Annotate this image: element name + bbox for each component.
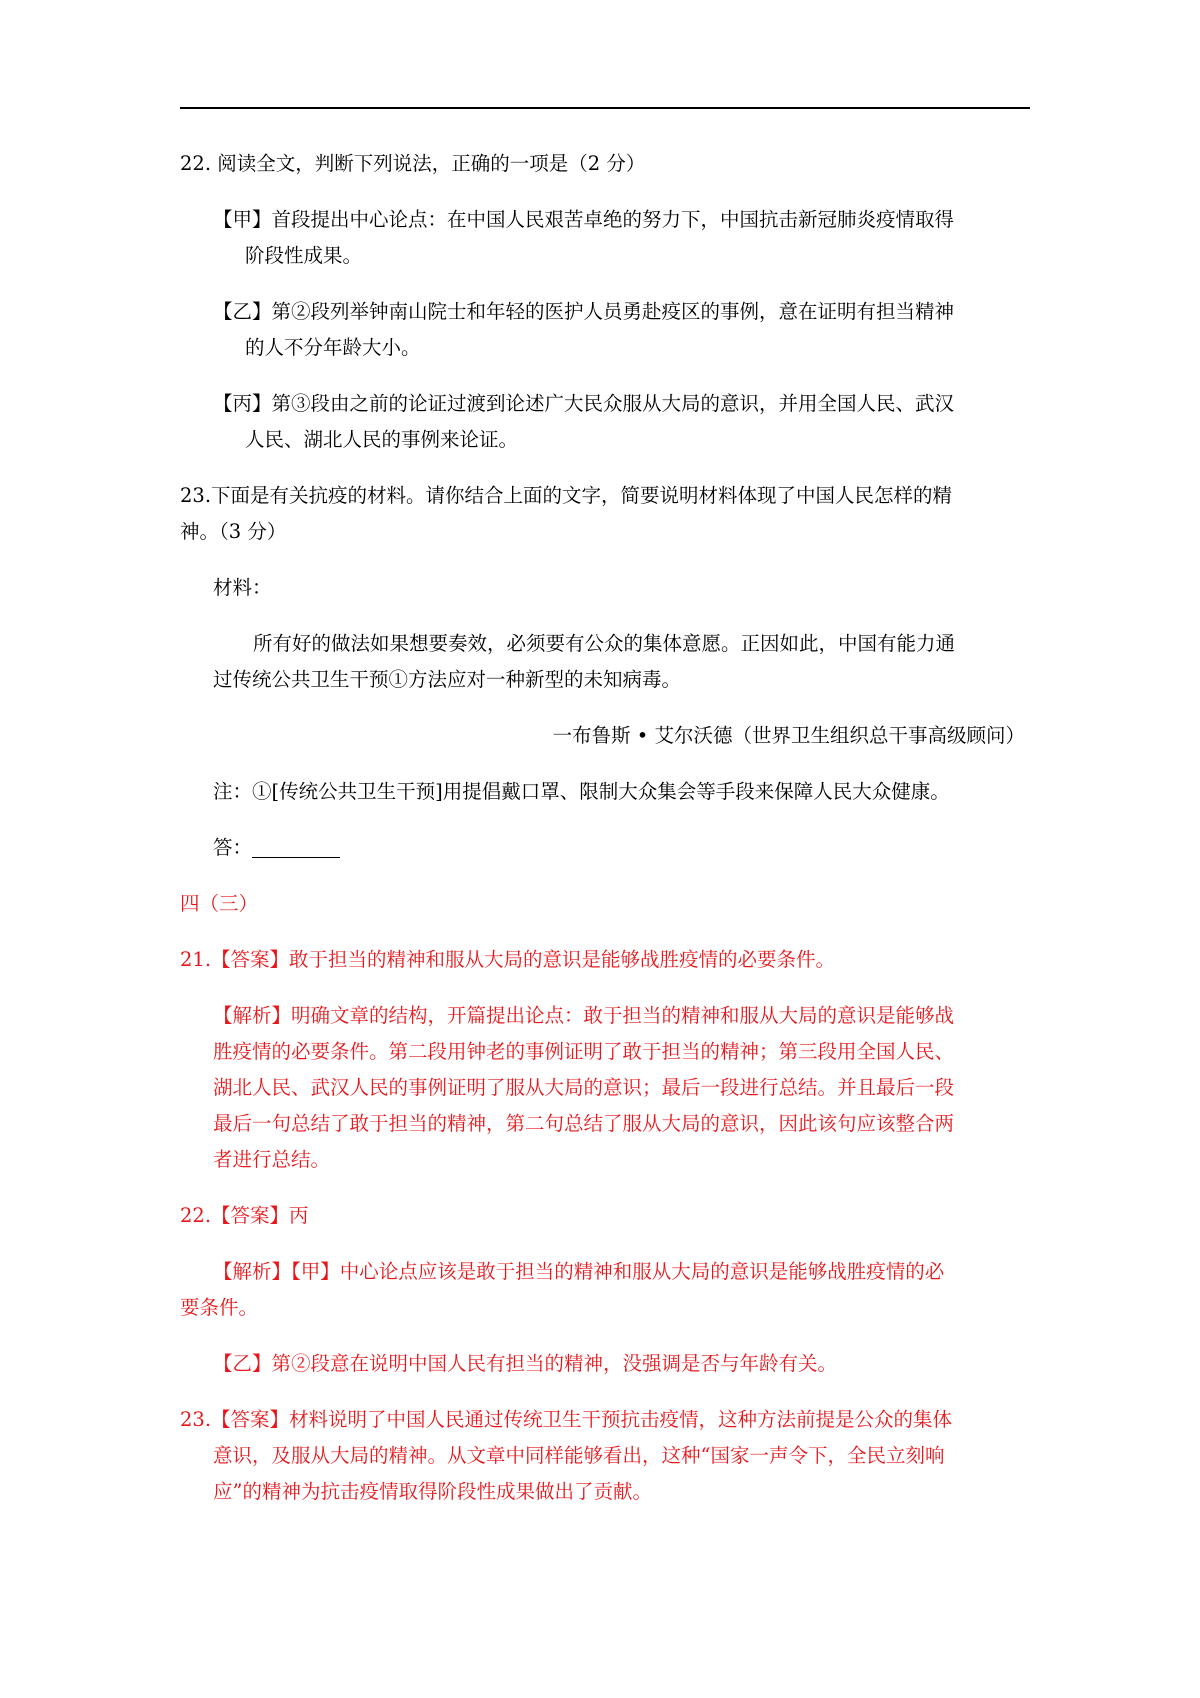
a21-analysis-line5: 者进行总结。 — [213, 1148, 331, 1171]
a21-answer: 21.【答案】敢于担当的精神和服从大局的意识是能够战胜疫情的必要条件。 — [180, 948, 836, 971]
a21-analysis-line4: 最后一句总结了敢于担当的精神，第二句总结了服从大局的意识，因此该句应该整合两 — [213, 1112, 955, 1135]
q22-option-b-line2: 的人不分年龄大小。 — [245, 336, 421, 359]
q22-option-c-line1: 【丙】第③段由之前的论证过渡到论述广大民众服从大局的意识，并用全国人民、武汉 — [213, 392, 955, 415]
q23-answer-row — [213, 834, 340, 862]
q23-note: 注：①[传统公共卫生干预]用提倡戴口罩、限制大众集会等手段来保障人民大众健康。 — [213, 780, 950, 803]
q23-stem-line2: 神。（3 分） — [180, 520, 287, 543]
a21-analysis-line3: 湖北人民、武汉人民的事例证明了服从大局的意识；最后一段进行总结。并且最后一段 — [213, 1076, 955, 1099]
q23-material-line1: 所有好的做法如果想要奏效，必须要有公众的集体意愿。正因如此，中国有能力通 — [253, 632, 956, 655]
q22-option-a-line1: 【甲】首段提出中心论点：在中国人民艰苦卓绝的努力下，中国抗击新冠肺炎疫情取得 — [213, 208, 955, 231]
a22-analysis-line2: 要条件。 — [180, 1296, 259, 1319]
answers-section-title: 四（三） — [180, 892, 259, 915]
a21-analysis-line1: 【解析】明确文章的结构，开篇提出论点：敢于担当的精神和服从大局的意识是能够战 — [213, 1004, 955, 1027]
a22-answer: 22.【答案】丙 — [180, 1204, 309, 1227]
header-rule — [180, 107, 1030, 109]
a23-answer-line2: 意识，及服从大局的精神。从文章中同样能够看出，这种“国家一声令下，全民立刻响 — [213, 1444, 945, 1467]
q22-option-b-line1: 【乙】第②段列举钟南山院士和年轻的医护人员勇赴疫区的事例，意在证明有担当精神 — [213, 300, 955, 323]
a22-analysis-b: 【乙】第②段意在说明中国人民有担当的精神，没强调是否与年龄有关。 — [213, 1352, 838, 1375]
a23-answer-line3: 应”的精神为抗击疫情取得阶段性成果做出了贡献。 — [213, 1480, 652, 1503]
a23-answer-line1: 23.【答案】材料说明了中国人民通过传统卫生干预抗击疫情，这种方法前提是公众的集体 — [180, 1408, 953, 1431]
q23-material-label: 材料： — [213, 576, 272, 599]
a22-analysis-line1: 【解析】【甲】中心论点应该是敢于担当的精神和服从大局的意识是能够战胜疫情的必 — [213, 1260, 945, 1283]
q22-option-a-line2: 阶段性成果。 — [245, 244, 363, 267]
q23-attribution: 一布鲁斯 • 艾尔沃德（世界卫生组织总干事高级顾问） — [552, 724, 1025, 747]
q23-material-line2: 过传统公共卫生干预①方法应对一种新型的未知病毒。 — [213, 668, 682, 691]
q23-answer-label: 答： — [213, 836, 253, 859]
a21-analysis-line2: 胜疫情的必要条件。第二段用钟老的事例证明了敢于担当的精神；第三段用全国人民、 — [213, 1040, 955, 1063]
q23-stem-line1: 23.下面是有关抗疫的材料。请你结合上面的文字，简要说明材料体现了中国人民怎样的精 — [180, 484, 953, 507]
q22-option-c-line2: 人民、湖北人民的事例来论证。 — [245, 428, 519, 451]
q22-stem: 22. 阅读全文，判断下列说法，正确的一项是（2 分） — [180, 152, 646, 175]
answer-blank — [252, 837, 340, 858]
